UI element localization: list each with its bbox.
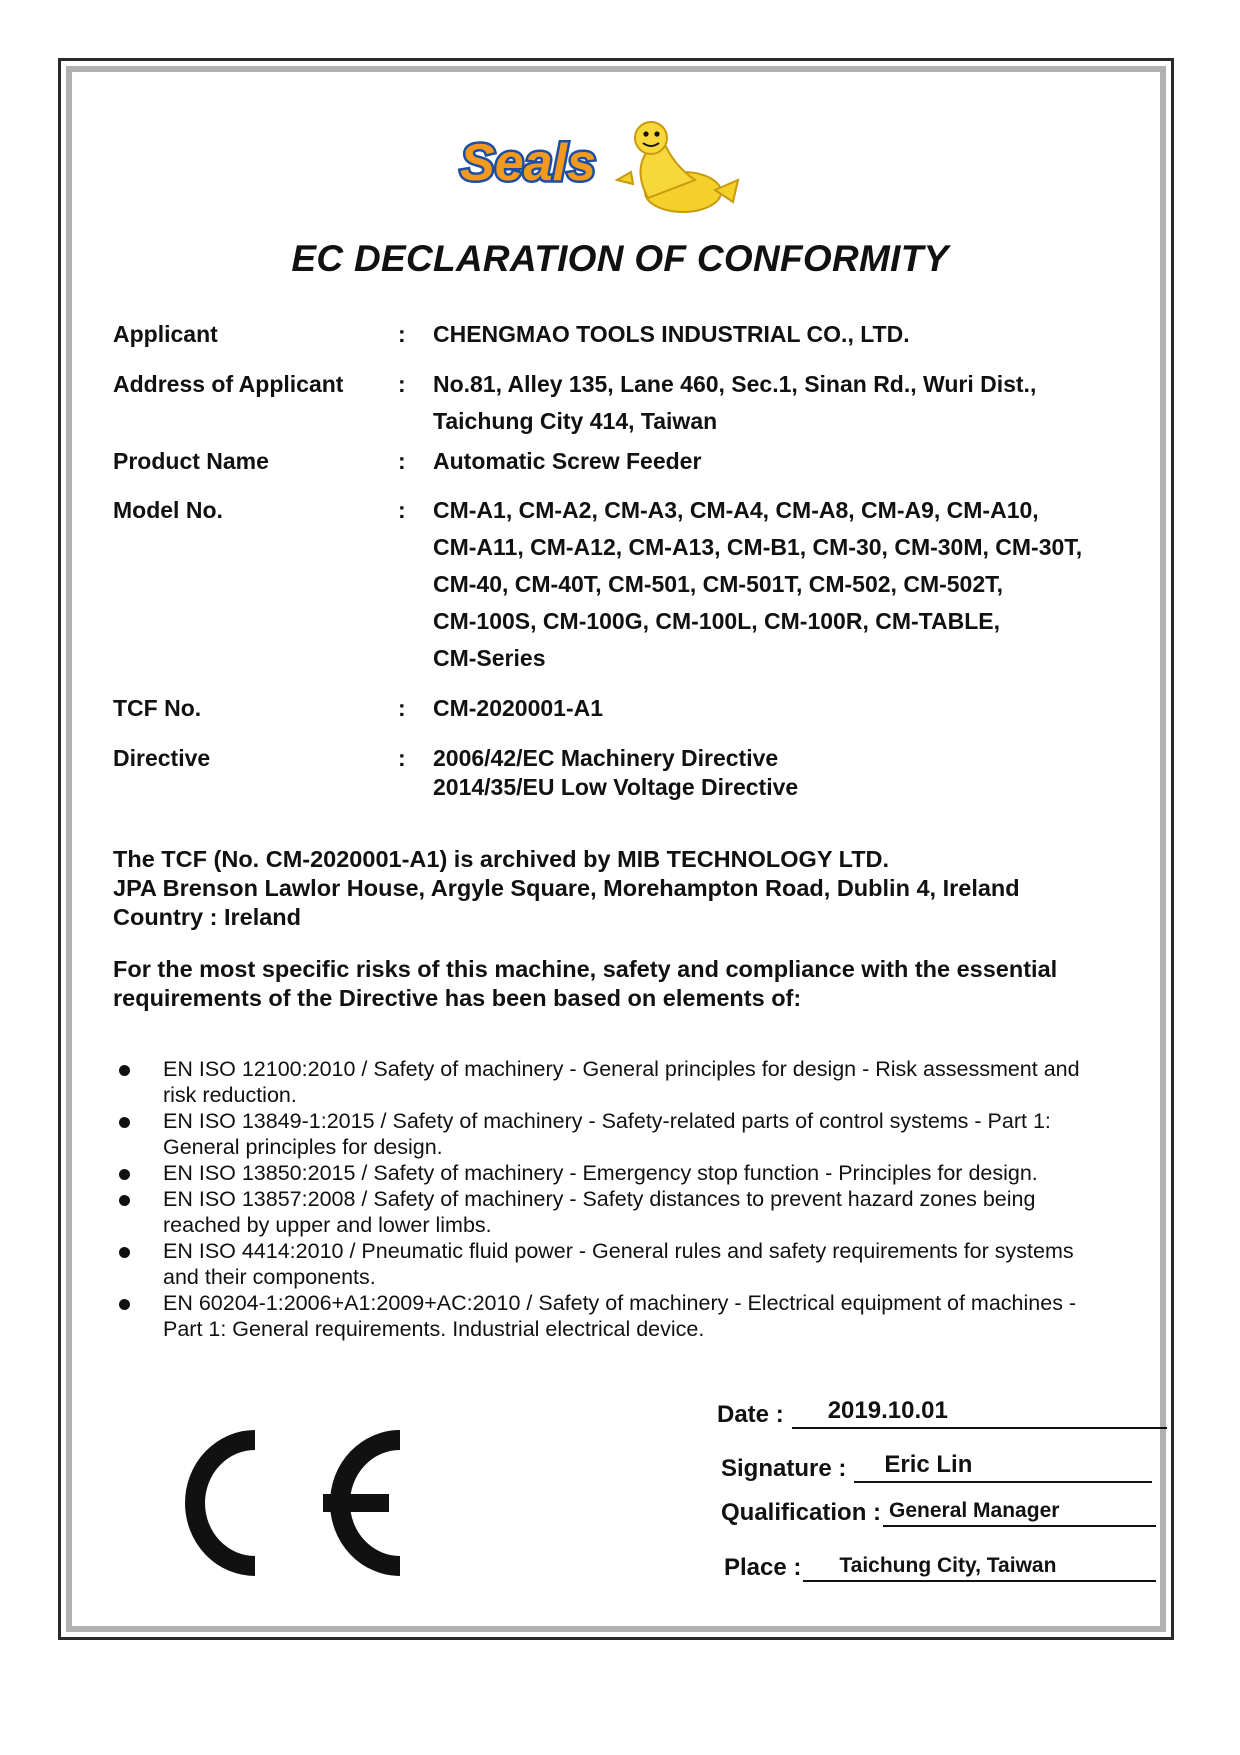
standards-list [113, 1056, 1153, 1342]
seals-logo [433, 110, 753, 220]
paragraph-line: For the most specific risks of this machine, safety and compliance with the essential [113, 956, 1058, 982]
tcf-value: CM-2020001-A1 [433, 695, 604, 721]
address-line: No.81, Alley 135, Lane 460, Sec.1, Sinan Rd., Wuri Dist., [433, 371, 1037, 397]
product-value: Automatic Screw Feeder [433, 448, 702, 474]
signature-row [721, 1451, 1152, 1483]
bullet-icon [119, 1169, 130, 1180]
standard-line: General principles for design. [163, 1135, 443, 1159]
directive-label: Directive [113, 745, 211, 771]
place-row [724, 1550, 1156, 1582]
standard-line: reached by upper and lower limbs. [163, 1213, 492, 1237]
qualification-row [721, 1495, 1156, 1527]
place-value: Taichung City, Taiwan [839, 1554, 1057, 1577]
signature-value: Eric Lin [884, 1451, 973, 1478]
applicant-value: CHENGMAO TOOLS INDUSTRIAL CO., LTD. [433, 321, 910, 347]
place-line [803, 1550, 1156, 1582]
product-label: Product Name [113, 448, 269, 474]
paragraph-line: The TCF (No. CM-2020001-A1) is archived by MIB TECHNOLOGY LTD. [113, 846, 890, 872]
ce-mark-icon [155, 1418, 415, 1588]
standard-item [113, 1238, 1153, 1290]
model-label: Model No. [113, 497, 223, 523]
place-label: Place : [724, 1554, 802, 1581]
standard-line: and their components. [163, 1265, 376, 1289]
product-colon: : [398, 448, 406, 474]
date-line [792, 1397, 1167, 1429]
address-label: Address of Applicant [113, 371, 344, 397]
date-row [717, 1397, 1167, 1429]
logo-wordmark: Seals [460, 134, 596, 192]
tcf-colon: : [398, 695, 406, 721]
qualification-line [883, 1495, 1156, 1527]
model-line: CM-A11, CM-A12, CM-A13, CM-B1, CM-30, CM-30M, CM-30T, [433, 534, 1083, 560]
bullet-icon [119, 1065, 130, 1076]
directive-line: 2014/35/EU Low Voltage Directive [433, 774, 799, 800]
bullet-icon [119, 1299, 130, 1310]
risk-paragraph [113, 955, 1143, 1013]
address-line: Taichung City 414, Taiwan [433, 408, 718, 434]
model-line: CM-Series [433, 645, 546, 671]
qualification-value: General Manager [889, 1499, 1060, 1522]
standard-line: EN 60204-1:2006+A1:2009+AC:2010 / Safety of machinery - Electrical equipment of machines - [163, 1291, 1077, 1315]
paragraph-line: requirements of the Directive has been based on elements of: [113, 985, 802, 1011]
applicant-colon: : [398, 321, 406, 347]
seal-mascot-icon [617, 122, 738, 212]
standard-item [113, 1160, 1153, 1186]
standard-line: EN ISO 13857:2008 / Safety of machinery - Safety distances to prevent hazard zones being [163, 1187, 1036, 1211]
standard-item [113, 1056, 1153, 1108]
date-value: 2019.10.01 [827, 1397, 948, 1424]
address-colon: : [398, 371, 406, 397]
standard-item [113, 1108, 1153, 1160]
bullet-icon [119, 1117, 130, 1128]
paragraph-line: JPA Brenson Lawlor House, Argyle Square, Morehampton Road, Dublin 4, Ireland [113, 875, 1020, 901]
standard-line: risk reduction. [163, 1083, 297, 1107]
model-line: CM-A1, CM-A2, CM-A3, CM-A4, CM-A8, CM-A9, CM-A10, [433, 497, 1039, 523]
standard-item [113, 1290, 1153, 1342]
bullet-icon [119, 1195, 130, 1206]
model-value [433, 492, 1173, 677]
standard-line: EN ISO 4414:2010 / Pneumatic fluid power - General rules and safety requirements for systems [163, 1239, 1074, 1263]
model-line: CM-40, CM-40T, CM-501, CM-501T, CM-502, CM-502T, [433, 571, 1004, 597]
document-title: EC DECLARATION OF CONFORMITY [291, 238, 949, 279]
address-value [433, 366, 1173, 440]
model-line: CM-100S, CM-100G, CM-100L, CM-100R, CM-TABLE, [433, 608, 1000, 634]
tcf-archive-paragraph [113, 845, 1143, 932]
qualification-label: Qualification : [721, 1499, 882, 1526]
signature-label: Signature : [721, 1455, 847, 1482]
date-label: Date : [717, 1401, 784, 1428]
signature-line [854, 1451, 1152, 1483]
model-colon: : [398, 497, 406, 523]
standard-line: EN ISO 13849-1:2015 / Safety of machinery - Safety-related parts of control systems - Part 1: [163, 1109, 1051, 1133]
paragraph-line: Country : Ireland [113, 904, 302, 930]
tcf-label: TCF No. [113, 695, 202, 721]
applicant-label: Applicant [113, 321, 218, 347]
standard-line: EN ISO 12100:2010 / Safety of machinery - General principles for design - Risk assessment and [163, 1057, 1080, 1081]
standard-item [113, 1186, 1153, 1238]
standard-line: EN ISO 13850:2015 / Safety of machinery - Emergency stop function - Principles for design. [163, 1161, 1038, 1185]
bullet-icon [119, 1247, 130, 1258]
directive-line: 2006/42/EC Machinery Directive [433, 745, 779, 771]
directive-value [433, 744, 1173, 802]
standard-line: Part 1: General requirements. Industrial electrical device. [163, 1317, 705, 1341]
directive-colon: : [398, 745, 406, 771]
